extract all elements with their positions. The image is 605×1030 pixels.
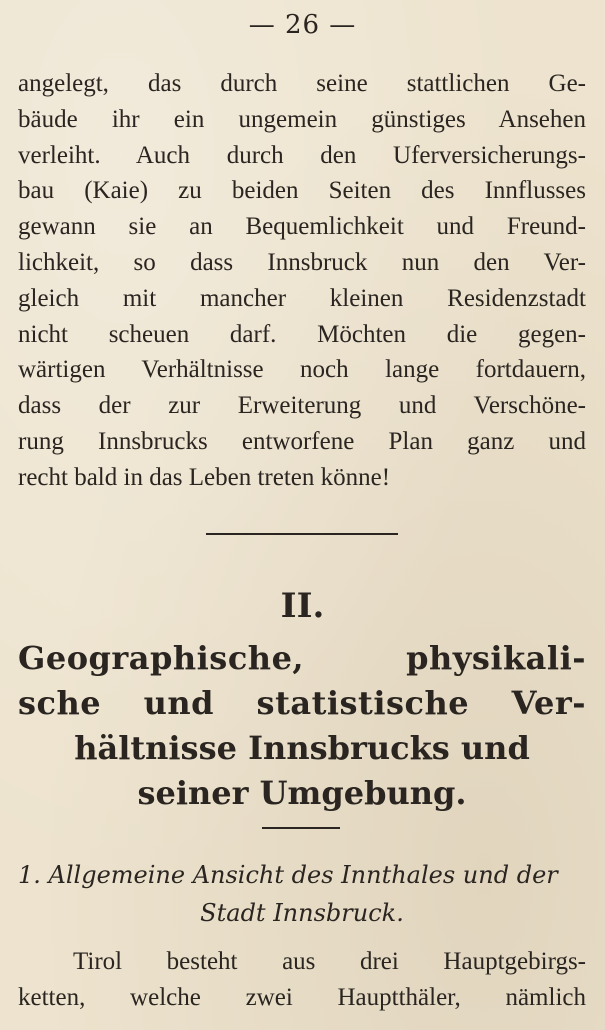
text-line: dass der zur Erweiterung und Verschöne- [18,392,586,420]
text-line: gleich mit mancher kleinen Residenzstadt [18,284,586,312]
section-title-line: sche und statistische Ver- [18,684,586,722]
section-title [18,636,586,816]
text-line: bäude ihr ein ungemein günstiges Ansehen [18,105,586,133]
text-line: gewann sie an Bequemlichkeit und Freund- [18,213,586,241]
heading-divider [262,827,340,829]
text-line: Tirol besteht aus drei Hauptgebirgs- [73,948,586,975]
paragraph-1 [18,66,586,496]
text-line: bau (Kaie) zu beiden Seiten des Innflusses [18,177,586,205]
text-line: ketten, welche zwei Hauptthäler, nämlich [18,983,586,1011]
text-line: rung Innsbrucks entworfene Plan ganz und [18,427,586,455]
text-line: wärtigen Verhältnisse noch lange fortdauern, [18,356,586,384]
section-title-line: Geographische, physikali- [18,639,586,677]
section-title-line: seiner Umgebung. [137,774,467,812]
text-line: recht bald in das Leben treten könne! [18,463,391,491]
text-line: nicht scheuen darf. Möchten die gegen- [18,320,586,348]
section-divider [206,533,398,535]
section-number: II. [280,586,325,626]
paragraph-2 [18,944,586,1016]
page-number: — 26 — [248,10,357,40]
subsection-heading [18,856,586,932]
text-line: lichkeit, so dass Innsbruck nun den Ver- [18,248,586,276]
section-title-line: hältnisse Innsbrucks und [74,729,530,767]
text-line: angelegt, das durch seine stattlichen Ge- [18,70,586,97]
subsection-heading-line: 1. Allgemeine Ansicht des Innthales und der [18,861,558,889]
text-line: verleiht. Auch durch den Uferversicherungs- [18,141,586,169]
subsection-heading-line: Stadt Innsbruck. [200,899,404,927]
